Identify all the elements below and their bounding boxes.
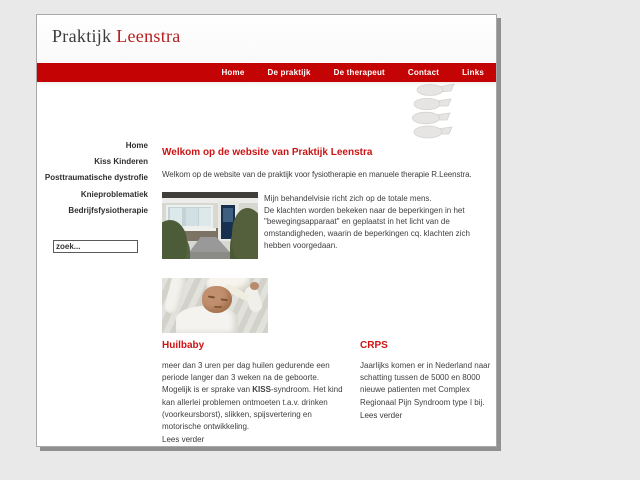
search-input[interactable] <box>53 240 138 253</box>
vision-rest: De klachten worden bekeken naar de beperkingen in het "bewegingsapparaat" en geplaatst in het licht van de omstandigheden, waarin de beperkingen cq. klachten zich hebben voorgedaan. <box>264 205 470 250</box>
search-box <box>53 236 138 254</box>
crps-column <box>360 340 494 446</box>
huilbaby-heading: Huilbaby <box>162 340 205 351</box>
nav-item-contact[interactable]: Contact <box>407 68 440 77</box>
sidebar-item-knieproblematiek[interactable]: Knieproblematiek <box>80 189 148 199</box>
crps-lees-verder-link[interactable]: Lees verder <box>360 410 403 420</box>
main-content <box>162 147 494 446</box>
practice-section <box>162 192 494 259</box>
baby-photo <box>162 278 268 333</box>
logo-part-leenstra: Leenstra <box>116 26 181 46</box>
crps-heading: CRPS <box>360 340 388 351</box>
huilbaby-column <box>162 340 360 446</box>
huilbaby-lees-verder-link[interactable]: Lees verder <box>162 435 205 445</box>
teaser-columns <box>162 340 494 446</box>
page-title: Welkom op de website van Praktijk Leenstra <box>162 147 373 158</box>
house-photo <box>162 192 258 259</box>
logo-part-praktijk: Praktijk <box>52 26 112 46</box>
intro-text: Welkom op de website van de praktijk voor fysiotherapie en manuele therapie R.Leenstra. <box>162 170 472 179</box>
nav-item-home[interactable]: Home <box>221 68 245 77</box>
huilbaby-text: meer dan 3 uren per dag huilen gedurende een periode langer dan 3 weken na de geboorte. Mogelijk is er sprake van KISS-syndroom. Het kind kan allerlei problemen ontmoeten t.a.v. drinken (voorkeursborst), slikken, spijsvertering en motorische ontwikkeling. <box>162 361 343 432</box>
page-container <box>36 14 497 447</box>
vision-text <box>264 193 490 252</box>
nav-item-links[interactable]: Links <box>462 68 484 77</box>
sidebar-item-posttraumatische-dystrofie[interactable]: Posttraumatische dystrofie <box>44 173 148 183</box>
nav-item-de-praktijk[interactable]: De praktijk <box>267 68 311 77</box>
vision-line-1: Mijn behandelvisie richt zich op de totale mens. <box>264 194 432 203</box>
sidebar-item-kiss-kinderen[interactable]: Kiss Kinderen <box>94 157 148 167</box>
crps-text: Jaarlijks komen er in Nederland naar schatting tussen de 5000 en 8000 nieuwe patienten met Complex Regionaal Pijn Syndroom type I bij. <box>360 361 491 407</box>
kiss-bold: KISS <box>252 385 271 395</box>
sidebar-item-home[interactable]: Home <box>125 141 148 150</box>
bush <box>232 208 258 259</box>
site-logo <box>52 26 181 47</box>
main-navigation <box>37 63 496 82</box>
nav-item-de-therapeut[interactable]: De therapeut <box>333 68 385 77</box>
site-header <box>37 15 496 63</box>
sidebar-menu <box>37 138 148 219</box>
sidebar-item-bedrijfsfysiotherapie[interactable]: Bedrijfsfysiotherapie <box>68 205 148 215</box>
baby-section <box>162 259 494 333</box>
